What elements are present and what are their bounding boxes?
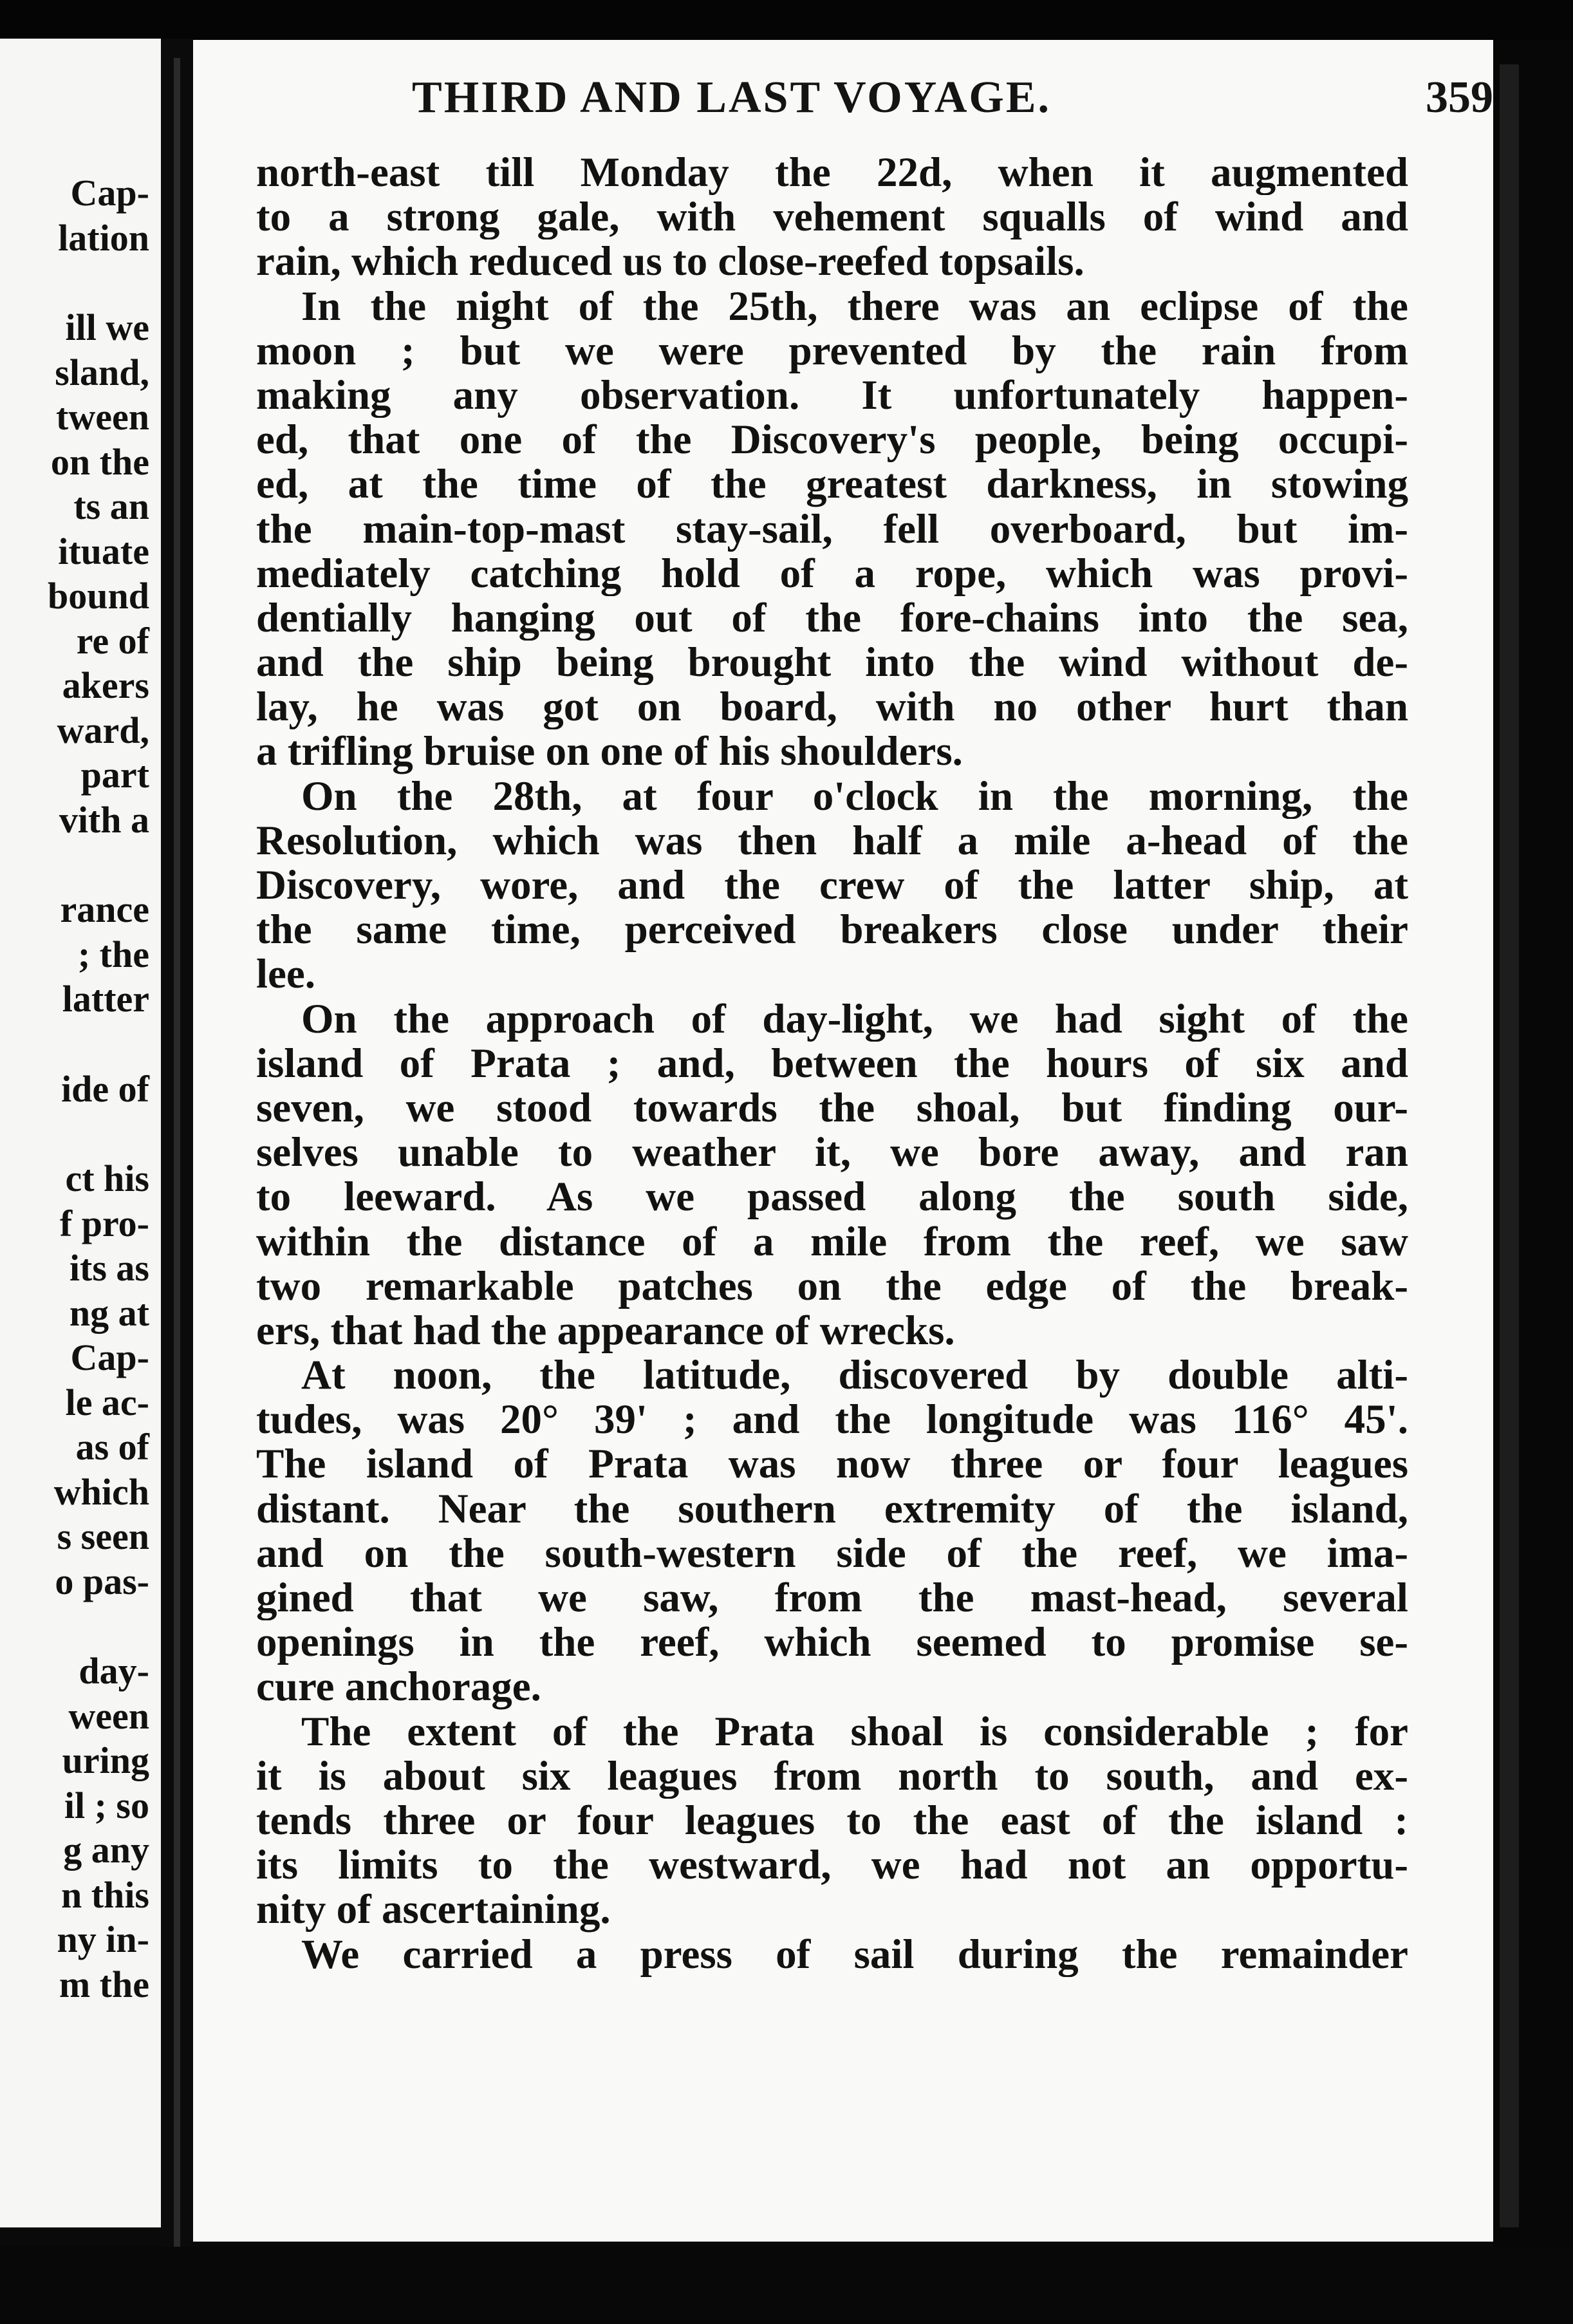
text-line — [256, 1398, 1408, 1442]
text-line — [256, 997, 1408, 1042]
text-line — [256, 1576, 1408, 1620]
text-line-content: cure anchorage. — [256, 1663, 541, 1710]
text-line-content: lay, he was got on board, with no other hurt than — [256, 685, 1408, 730]
left-page-fragment: m the — [59, 1963, 149, 2005]
left-page-fragment: ill we — [65, 306, 149, 348]
left-page-fragment: f pro- — [59, 1202, 149, 1244]
text-line-content: On the approach of day-light, we had sight of the — [301, 997, 1408, 1042]
text-line-content: distant. Near the southern extremity of the island, — [256, 1486, 1408, 1532]
text-line-content: tudes, was 20° 39' ; and the longitude was 116° 45'. — [256, 1398, 1408, 1443]
left-page-fragment: ward, — [57, 709, 149, 751]
right-page — [193, 40, 1493, 2242]
text-line — [256, 552, 1408, 596]
text-line — [256, 1487, 1408, 1532]
text-line-content: openings in the reef, which seemed to promise se- — [256, 1620, 1408, 1665]
text-line — [256, 1442, 1408, 1486]
text-line-content: gined that we saw, from the mast-head, several — [256, 1576, 1408, 1621]
text-line-content: tends three or four leagues to the east of the island : — [256, 1798, 1408, 1844]
left-page-fragment: its as — [69, 1247, 149, 1289]
text-line — [256, 418, 1408, 462]
text-line — [256, 1710, 1408, 1754]
text-line — [256, 239, 1408, 284]
text-line-content: In the night of the 25th, there was an eclipse of the — [301, 284, 1408, 329]
text-line — [256, 863, 1408, 908]
text-line-content: lee. — [256, 951, 316, 998]
text-line-content: We carried a press of sail during the remainder — [301, 1932, 1408, 1977]
text-line-content: ed, that one of the Discovery's people, being occupi- — [256, 418, 1408, 463]
text-line-content: selves unable to weather it, we bore away, and ran — [256, 1130, 1408, 1176]
text-line — [256, 908, 1408, 952]
left-page-fragment: ; the — [77, 933, 149, 975]
text-line-content: moon ; but we were prevented by the rain from — [256, 328, 1408, 373]
text-line-content: and the ship being brought into the wind without de- — [256, 641, 1408, 686]
text-line — [256, 952, 1408, 997]
text-line — [256, 373, 1408, 418]
page-number: 359 — [1426, 73, 1493, 122]
text-line-content: The extent of the Prata shoal is considerable ; for — [301, 1709, 1408, 1754]
text-line — [256, 1042, 1408, 1086]
left-page-fragment: ng at — [69, 1291, 149, 1334]
left-page-fragment: part — [80, 754, 149, 796]
left-page-fragment: ct his — [65, 1157, 149, 1199]
text-line — [256, 507, 1408, 552]
text-line-content: north-east till Monday the 22d, when it augmented — [256, 151, 1408, 196]
text-line-content: Discovery, wore, and the crew of the latter ship, at — [256, 863, 1408, 908]
text-line — [256, 195, 1408, 239]
left-page-fragment: which — [53, 1470, 149, 1513]
text-line — [256, 1086, 1408, 1130]
left-page-fragment: ts an — [73, 485, 149, 527]
text-line — [256, 1620, 1408, 1665]
text-line — [256, 685, 1408, 729]
left-page-fragment: bound — [47, 575, 149, 617]
text-line — [256, 1933, 1408, 1977]
text-line-content: ers, that had the appearance of wrecks. — [256, 1307, 955, 1354]
left-page-fragment: n this — [60, 1873, 149, 1916]
left-page-fragment: on the — [50, 440, 149, 483]
left-page-fragment: il ; so — [64, 1784, 149, 1826]
gutter-shadow — [174, 58, 180, 2247]
text-line-content: making any observation. It unfortunately happen- — [256, 373, 1408, 418]
text-line-content: rain, which reduced us to close-reefed topsails. — [256, 238, 1084, 285]
text-line — [256, 1754, 1408, 1799]
text-line-content: to leeward. As we passed along the south side, — [256, 1175, 1408, 1220]
text-line — [256, 285, 1408, 329]
text-line-content: the main-top-mast stay-sail, fell overboard, but im- — [256, 507, 1408, 552]
text-line-content: within the distance of a mile from the reef, we saw — [256, 1219, 1408, 1264]
left-page-fragment: ny in- — [57, 1918, 149, 1960]
left-page-fragment: sland, — [55, 351, 149, 393]
text-line — [256, 1353, 1408, 1398]
text-line — [256, 1175, 1408, 1219]
left-page-fragment: ween — [68, 1694, 149, 1737]
left-page-fragment: ituate — [58, 530, 149, 572]
text-line-content: the same time, perceived breakers close under their — [256, 908, 1408, 953]
page-edge-shadow — [1500, 64, 1519, 2227]
left-page-fragment: Cap- — [70, 172, 149, 214]
left-page-fragment: o pas- — [55, 1560, 149, 1602]
text-line — [256, 774, 1408, 819]
text-line-content: island of Prata ; and, between the hours of six and — [256, 1041, 1408, 1086]
scan-border-bottom — [0, 2247, 1573, 2324]
text-line-content: Resolution, which was then half a mile a-head of the — [256, 818, 1408, 863]
text-line — [256, 329, 1408, 373]
text-line-content: two remarkable patches on the edge of the break- — [256, 1264, 1408, 1309]
text-line-content: dentially hanging out of the fore-chains into the sea, — [256, 595, 1408, 641]
text-line — [256, 641, 1408, 685]
left-page-fragment: latter — [62, 978, 149, 1020]
text-line-content: The island of Prata was now three or four leagues — [256, 1442, 1408, 1487]
text-line — [256, 1532, 1408, 1576]
text-line-content: a trifling bruise on one of his shoulders. — [256, 728, 963, 775]
left-page-fragment: day- — [79, 1650, 149, 1692]
text-line — [256, 462, 1408, 507]
running-head: THIRD AND LAST VOYAGE. — [412, 73, 1052, 122]
text-line — [256, 1799, 1408, 1843]
text-line — [256, 1220, 1408, 1264]
scan-border-top — [0, 0, 1573, 45]
page-header — [412, 72, 1493, 143]
text-line — [256, 151, 1408, 195]
text-line-content: mediately catching hold of a rope, which was provi- — [256, 551, 1408, 596]
text-line-content: its limits to the westward, we had not an opportu- — [256, 1843, 1408, 1888]
text-line — [256, 1309, 1408, 1353]
left-page-fragment: akers — [62, 664, 149, 706]
left-page-fragment: g any — [63, 1829, 149, 1871]
body-text — [256, 151, 1408, 1977]
left-page-fragment: ide of — [61, 1067, 149, 1110]
left-page-fragment: Cap- — [70, 1336, 149, 1378]
text-line — [256, 1130, 1408, 1175]
left-page-fragment: as of — [75, 1426, 149, 1468]
text-line-content: ed, at the time of the greatest darkness, in stowing — [256, 462, 1408, 507]
text-line — [256, 596, 1408, 641]
text-line — [256, 729, 1408, 774]
text-line-content: seven, we stood towards the shoal, but finding our- — [256, 1085, 1408, 1131]
left-page-fragment: uring — [62, 1739, 149, 1781]
text-line-content: to a strong gale, with vehement squalls of wind and — [256, 195, 1408, 240]
left-page — [0, 39, 161, 2227]
left-page-fragment: s seen — [57, 1515, 149, 1557]
text-line — [256, 1264, 1408, 1309]
text-line-content: At noon, the latitude, discovered by double alti- — [301, 1353, 1408, 1398]
text-line-content: nity of ascertaining. — [256, 1886, 611, 1933]
text-line — [256, 1888, 1408, 1932]
left-page-fragment: le ac- — [65, 1381, 149, 1423]
text-line-content: it is about six leagues from north to south, and ex- — [256, 1754, 1408, 1799]
text-line — [256, 819, 1408, 863]
left-page-fragment: rance — [60, 888, 149, 930]
left-page-fragment: tween — [56, 396, 149, 438]
left-page-fragment: re of — [76, 619, 149, 662]
text-line — [256, 1665, 1408, 1709]
text-line-content: and on the south-western side of the reef, we ima- — [256, 1531, 1408, 1576]
text-line — [256, 1843, 1408, 1888]
left-page-fragment: lation — [58, 216, 149, 259]
left-page-fragment: vith a — [59, 798, 149, 841]
text-line-content: On the 28th, at four o'clock in the morning, the — [301, 774, 1408, 819]
